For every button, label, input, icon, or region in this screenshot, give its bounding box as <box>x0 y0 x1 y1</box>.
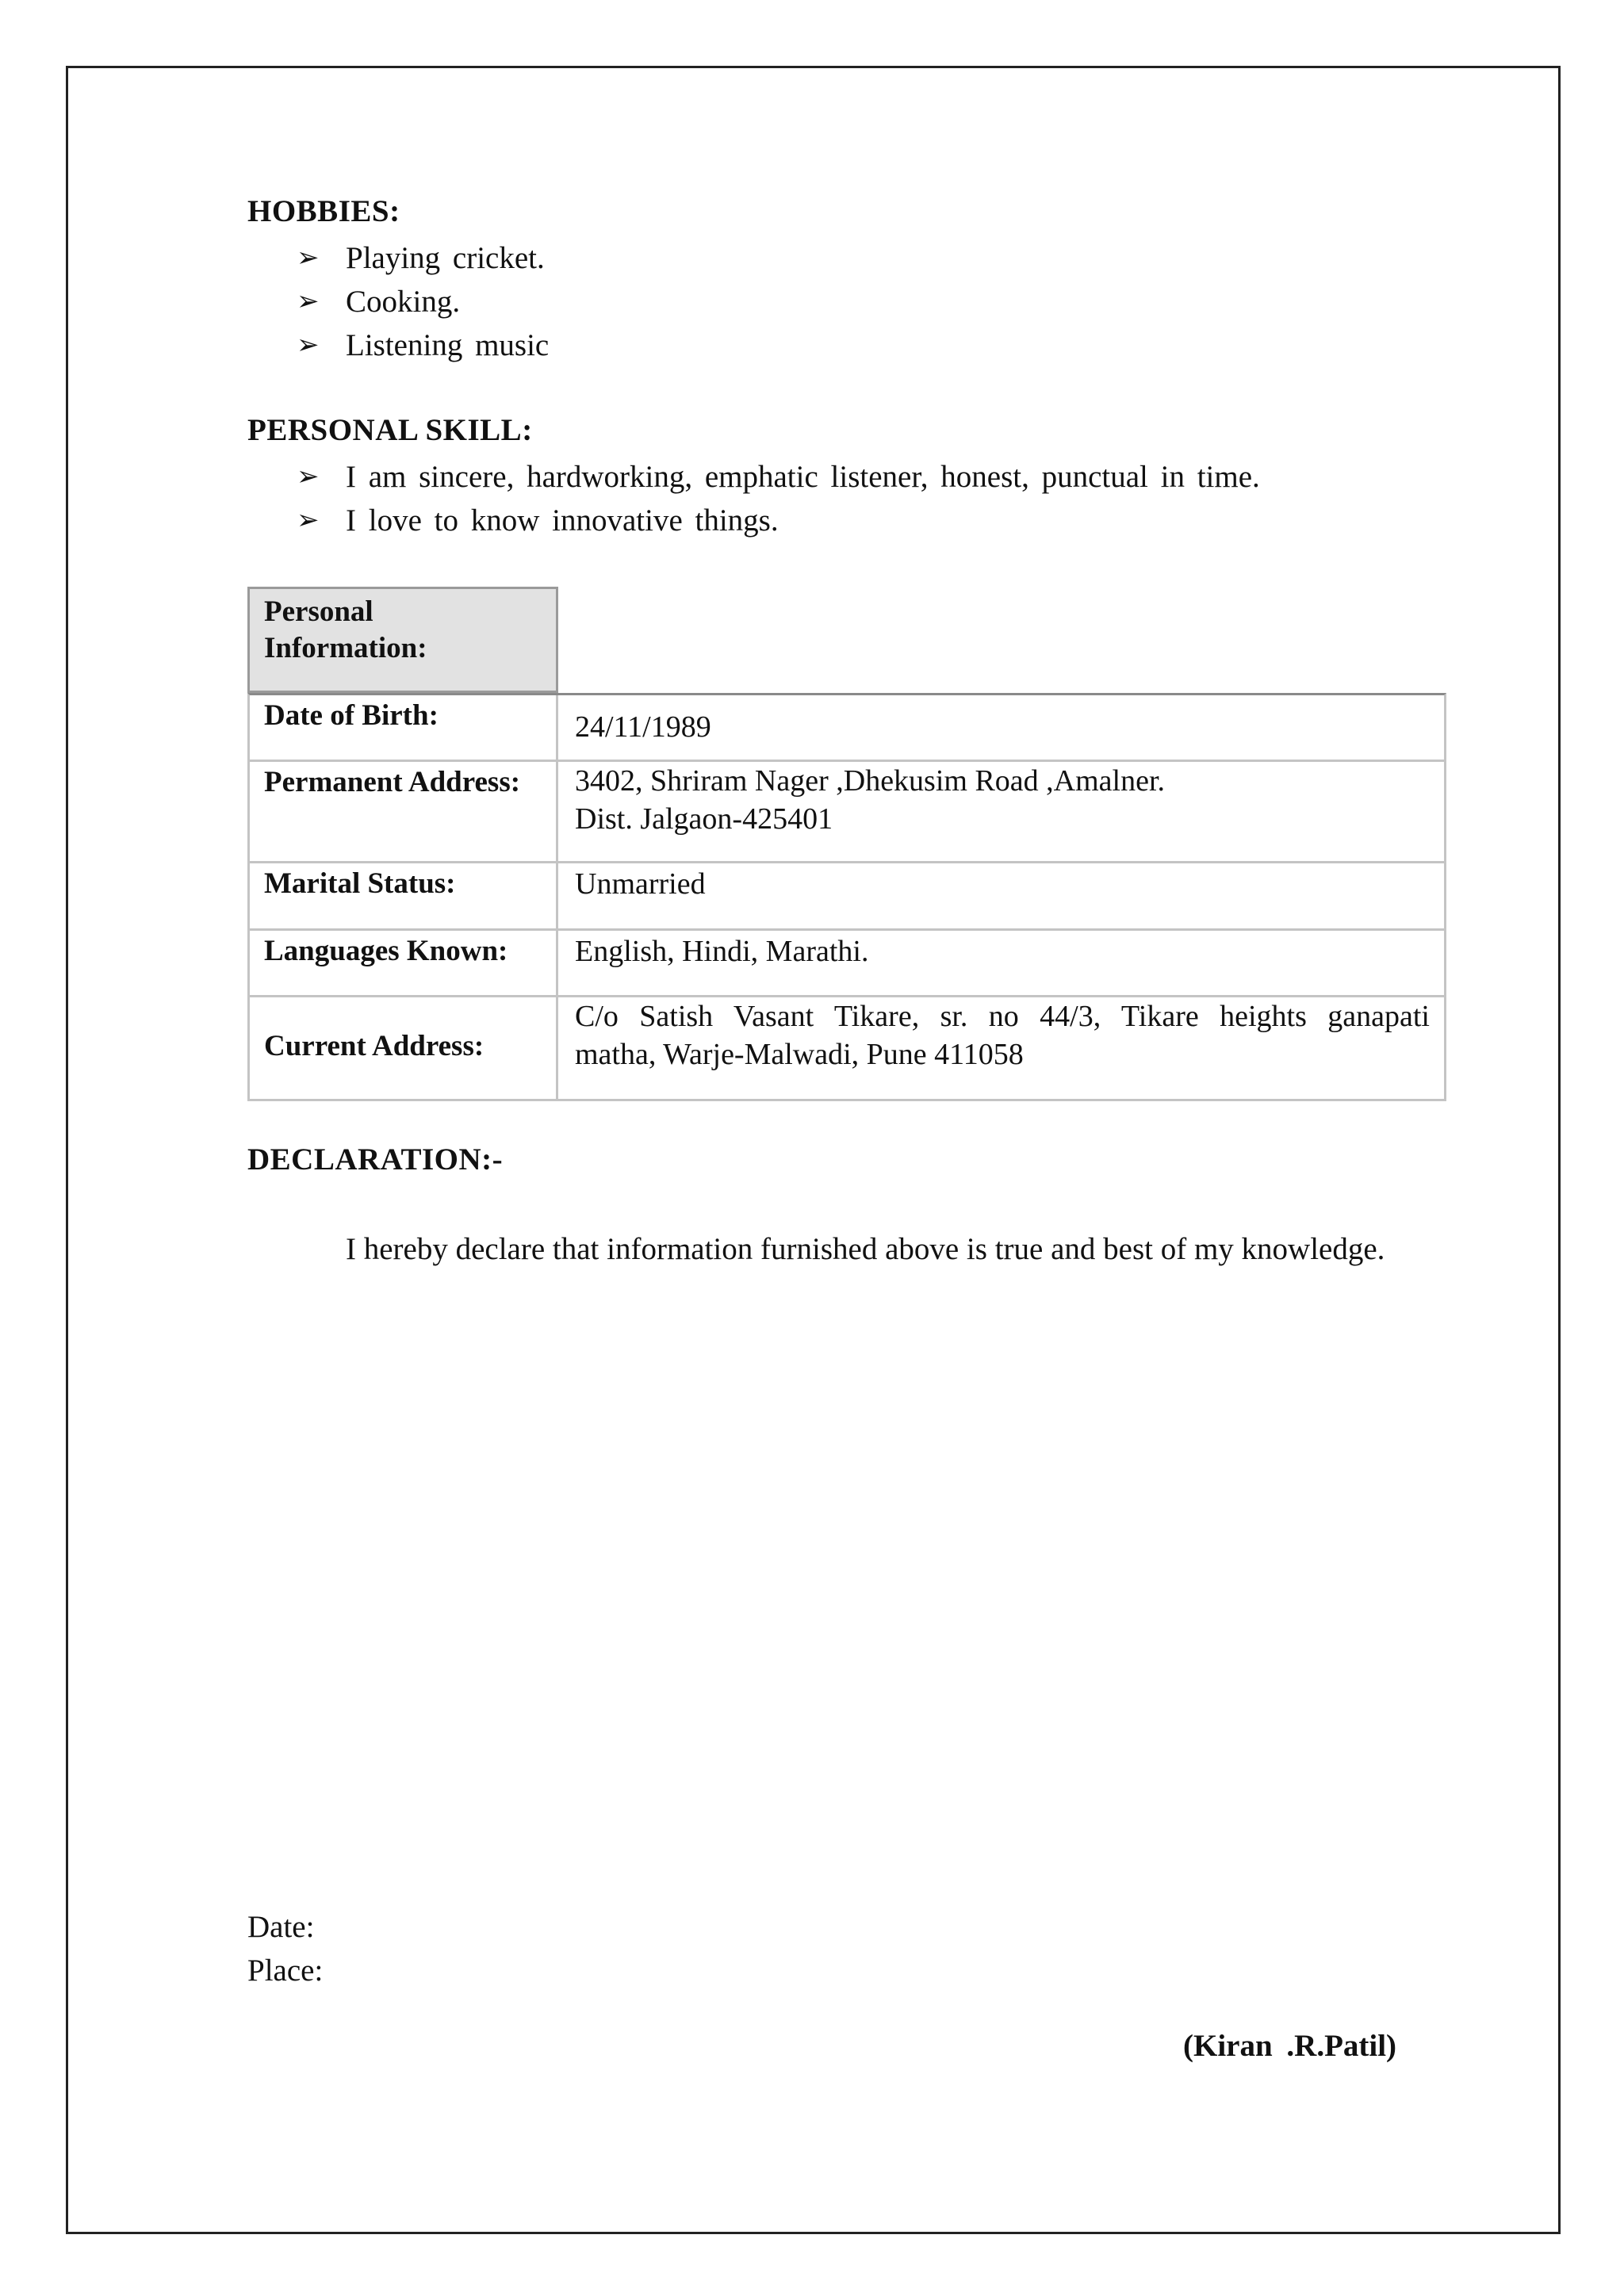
row-value: English, Hindi, Marathi. <box>575 935 869 968</box>
row-label: Languages Known: <box>250 931 558 995</box>
arrow-bullet-icon: ➢ <box>297 329 320 361</box>
row-value: 3402, Shriram Nager ,Dhekusim Road ,Amalner. Dist. Jalgaon-425401 <box>575 764 1166 836</box>
table-row <box>247 997 1446 1101</box>
arrow-bullet-icon: ➢ <box>297 461 320 492</box>
row-label: Date of Birth: <box>250 695 558 760</box>
table-row <box>247 693 1446 762</box>
row-label: Marital Status: <box>250 863 558 928</box>
row-value: 24/11/1989 <box>575 710 711 744</box>
personal-info-header: Personal Information: <box>247 587 558 693</box>
arrow-bullet-icon: ➢ <box>297 285 320 317</box>
row-label: Permanent Address: <box>250 762 558 861</box>
table-row <box>247 931 1446 997</box>
declaration-heading: DECLARATION:- <box>247 1142 504 1177</box>
place-label: Place: <box>247 1954 324 1988</box>
row-value: C/o Satish Vasant Tikare, sr. no 44/3, Tikare heights ganapati matha, Warje-Malwadi, Pune 411058 <box>575 1000 1430 1071</box>
table-row <box>247 762 1446 863</box>
table-row <box>247 863 1446 931</box>
declaration-text: I hereby declare that information furnished above is true and best of my knowledge. <box>346 1232 1385 1266</box>
arrow-bullet-icon: ➢ <box>297 242 320 274</box>
signature-name: (Kiran .R.Patil) <box>1183 2029 1397 2063</box>
row-value: Unmarried <box>575 867 706 901</box>
personal-skill-heading: PERSONAL SKILL: <box>247 413 533 447</box>
arrow-bullet-icon: ➢ <box>297 504 320 536</box>
date-label: Date: <box>247 1910 315 1944</box>
row-label: Current Address: <box>250 997 558 1099</box>
hobbies-heading: HOBBIES: <box>247 194 400 228</box>
